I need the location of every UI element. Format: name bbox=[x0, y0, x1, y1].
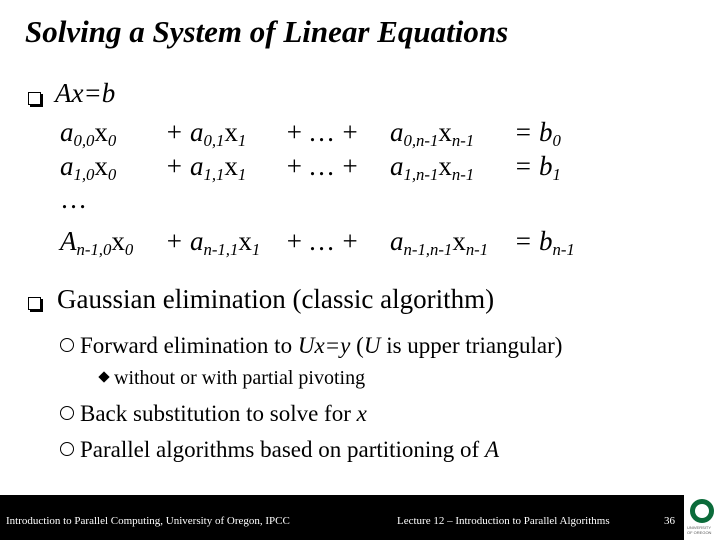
parallel-algorithms-item: Parallel algorithms based on partitioning of A bbox=[60, 437, 499, 463]
forward-elimination-item: Forward elimination to Ux=y (U is upper triangular) bbox=[60, 333, 562, 359]
oregon-o-icon bbox=[690, 499, 714, 523]
ring-bullet-icon bbox=[60, 406, 74, 420]
eq-term: $a_{1,0}x_0$ bbox=[60, 151, 117, 184]
eq-term: $A_{n-1,0}x_0$ bbox=[60, 226, 134, 259]
eq-dots: + … + bbox=[285, 151, 359, 181]
eq-term: + $a_{1,1}x_1$ bbox=[165, 151, 247, 184]
university-logo bbox=[684, 495, 720, 540]
square-bullet-icon bbox=[28, 92, 41, 105]
ring-bullet-icon bbox=[60, 338, 74, 352]
eq-term: + $a_{0,1}x_1$ bbox=[165, 117, 247, 150]
eq-term: $a_{0,n-1}x_{n-1}$ bbox=[390, 117, 475, 150]
eq-rhs: = $b_0$ bbox=[514, 117, 561, 150]
footer-bar bbox=[0, 495, 720, 540]
footer-lecture: Lecture 12 – Introduction to Parallel Algorithms bbox=[397, 515, 610, 527]
eq-dots: + … + bbox=[285, 226, 359, 256]
pivoting-item: without or with partial pivoting bbox=[100, 367, 365, 390]
diamond-bullet-icon bbox=[98, 371, 109, 382]
square-bullet-icon bbox=[28, 297, 41, 310]
footer-course: Introduction to Parallel Computing, University of Oregon, IPCC bbox=[6, 515, 290, 527]
eq-term: + $a_{n-1,1}x_1$ bbox=[165, 226, 261, 259]
logo-wordmark: UNIVERSITY OF OREGON bbox=[687, 525, 712, 535]
eq-ellipsis: … bbox=[62, 184, 87, 214]
eq-term: $a_{1,n-1}x_{n-1}$ bbox=[390, 151, 475, 184]
eq-term: $a_{n-1,n-1}x_{n-1}$ bbox=[390, 226, 489, 259]
eq-term: $a_{0,0}x_0$ bbox=[60, 117, 117, 150]
equation-ax-b: Ax=b bbox=[55, 78, 116, 108]
eq-dots: + … + bbox=[285, 117, 359, 147]
page-number: 36 bbox=[664, 515, 675, 527]
eq-rhs: = $b_1$ bbox=[514, 151, 561, 184]
back-substitution-item: Back substitution to solve for x bbox=[60, 401, 367, 427]
ring-bullet-icon bbox=[60, 442, 74, 456]
slide-title: Solving a System of Linear Equations bbox=[25, 14, 509, 49]
eq-rhs: = $b_{n-1}$ bbox=[514, 226, 575, 259]
gaussian-elimination-heading: Gaussian elimination (classic algorithm) bbox=[57, 284, 495, 314]
